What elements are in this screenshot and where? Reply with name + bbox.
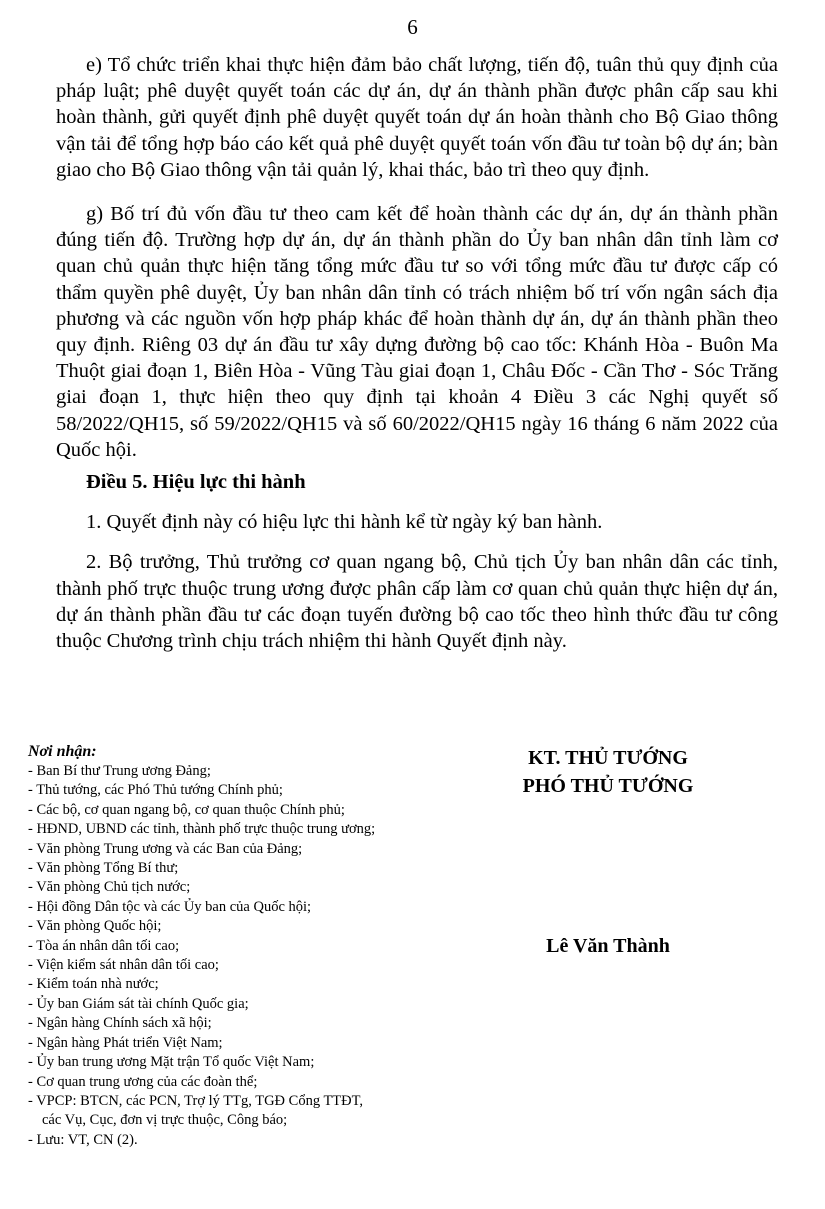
recipient-item: - Ngân hàng Chính sách xã hội; — [28, 1015, 212, 1032]
recipient-item: - Văn phòng Quốc hội; — [28, 918, 162, 935]
paragraph-g: g) Bố trí đủ vốn đầu tư theo cam kết để hoàn thành các dự án, dự án thành phần đúng tiến độ. Trường hợp dự án, dự án thành phần do Ủy ban nhân dân tỉnh làm cơ quan chủ quản thực hiện tăng tổng mức đầu tư so với tổng mức đầu tư được cấp có thẩm quyền phê duyệt, Ủy ban nhân dân tỉnh có trách nhiệm bố trí vốn ngân sách địa phương và các nguồn vốn hợp pháp khác để hoàn thành dự án, dự án thành phần theo quy định. Riêng 03 dự án đầu tư xây dựng đường bộ cao tốc: Khánh Hòa - Buôn Ma Thuột giai đoạn 1, Biên Hòa - Vũng Tàu giai đoạn 1, Châu Đốc - Cần Thơ - Sóc Trăng giai đoạn 1, thực hiện theo quy định tại khoản 4 Điều 3 các Nghị quyết số 58/2022/QH15, số 59/2022/QH15 và số 60/2022/QH15 ngày 16 tháng 6 năm 2022 của Quốc hội. — [56, 203, 778, 461]
document-body — [56, 52, 778, 654]
recipient-item: - Viện kiểm sát nhân dân tối cao; — [28, 957, 219, 974]
recipient-item: - Ban Bí thư Trung ương Đảng; — [28, 763, 211, 779]
recipient-item: - Văn phòng Tổng Bí thư; — [28, 860, 179, 877]
signature-block — [488, 744, 728, 800]
article-5-item-1: 1. Quyết định này có hiệu lực thi hành kể từ ngày ký ban hành. — [86, 511, 603, 534]
recipient-item-vpcp — [28, 1092, 468, 1131]
recipient-item: - Ủy ban trung ương Mặt trận Tổ quốc Việt Nam; — [28, 1054, 315, 1071]
recipients-block — [28, 742, 468, 1150]
recipient-item: - Cơ quan trung ương của các đoàn thể; — [28, 1073, 258, 1090]
recipient-item: - Các bộ, cơ quan ngang bộ, cơ quan thuộc Chính phủ; — [28, 801, 345, 818]
paragraph-e: e) Tổ chức triển khai thực hiện đảm bảo chất lượng, tiến độ, tuân thủ quy định của pháp luật; phê duyệt quyết toán các dự án, dự án thành phần được phân cấp sau khi hoàn thành, gửi quyết định phê duyệt quyết toán dự án hoàn thành cho Bộ Giao thông vận tải để tổng hợp báo cáo kết quả phê duyệt quyết toán vốn đầu tư toàn bộ dự án; bàn giao cho Bộ Giao thông vận tải quản lý, khai thác, bảo trì theo quy định. — [56, 54, 778, 181]
recipient-item: - HĐND, UBND các tỉnh, thành phố trực thuộc trung ương; — [28, 821, 376, 838]
recipient-vpcp-line-2: các Vụ, Cục, đơn vị trực thuộc, Công báo; — [42, 1112, 288, 1129]
recipients-list — [28, 762, 468, 1150]
recipients-title: Nơi nhận: — [28, 743, 97, 760]
article-5-item-2: 2. Bộ trưởng, Thủ trưởng cơ quan ngang bộ, Chủ tịch Ủy ban nhân dân các tỉnh, thành phố trực thuộc trung ương được phân cấp làm cơ quan chủ quản thực hiện dự án, dự án thành phần đầu tư các đoạn tuyến đường bộ cao tốc theo hình thức đầu tư công thuộc Chương trình chịu trách nhiệm thi hành Quyết định này. — [56, 551, 778, 653]
recipient-vpcp-line-1: - VPCP: BTCN, các PCN, Trợ lý TTg, TGĐ Cổng TTĐT, — [28, 1092, 364, 1109]
signer-name: Lê Văn Thành — [546, 935, 670, 957]
signature-title-line-2: PHÓ THỦ TƯỚNG — [522, 775, 694, 797]
signature-title-line-1: KT. THỦ TƯỚNG — [528, 747, 688, 769]
recipient-item: - Hội đồng Dân tộc và các Ủy ban của Quốc hội; — [28, 898, 312, 915]
recipient-item: - Kiểm toán nhà nước; — [28, 976, 159, 993]
recipient-item-archive: - Lưu: VT, CN (2). — [28, 1131, 138, 1148]
recipient-item: - Văn phòng Trung ương và các Ban của Đảng; — [28, 840, 303, 857]
page-number: 6 — [407, 15, 418, 39]
recipient-item: - Tòa án nhân dân tối cao; — [28, 937, 180, 954]
recipient-item: - Ngân hàng Phát triển Việt Nam; — [28, 1034, 223, 1051]
recipient-item: - Thủ tướng, các Phó Thủ tướng Chính phủ; — [28, 782, 283, 799]
recipient-item: - Văn phòng Chủ tịch nước; — [28, 879, 191, 896]
recipient-item: - Ủy ban Giám sát tài chính Quốc gia; — [28, 995, 249, 1012]
article-5-heading: Điều 5. Hiệu lực thi hành — [86, 471, 306, 494]
